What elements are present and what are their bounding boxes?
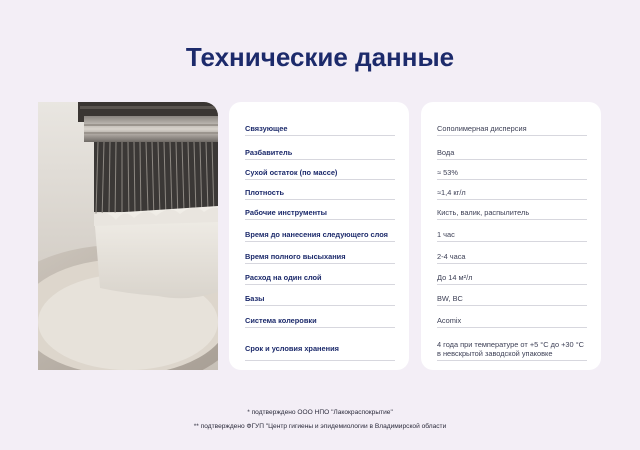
spec-value: 4 года при температуре от +5 °С до +30 °С в невскрытой заводской упаковке: [437, 340, 587, 361]
spec-label: Базы: [245, 294, 395, 306]
footnote-1: * подтверждено ООО НПО "Лакокраспокрытие": [247, 409, 393, 416]
spec-value: Вода: [437, 148, 587, 160]
spec-label: Система колеровки: [245, 316, 395, 328]
spec-value: Сополимерная дисперсия: [437, 124, 587, 136]
spec-value: ≈1,4 кг/л: [437, 188, 587, 200]
spec-value: 2-4 часа: [437, 252, 587, 264]
spec-value: Кисть, валик, распылитель: [437, 208, 587, 220]
spec-value: ≈ 53%: [437, 168, 587, 180]
page-title: Технические данные: [185, 42, 455, 72]
paint-brush-photo: [38, 102, 218, 370]
spec-label: Рабочие инструменты: [245, 208, 395, 220]
spec-label: Срок и условия хранения: [245, 340, 395, 361]
spec-label: Расход на один слой: [245, 273, 395, 285]
spec-label: Время до нанесения следующего слоя: [245, 230, 395, 242]
spec-values-card: [421, 102, 601, 370]
spec-value: 1 час: [437, 230, 587, 242]
footnote-2: ** подтверждено ФГУП "Центр гигиены и эпидемиологии в Владимирской области: [193, 423, 447, 430]
spec-value: Acomix: [437, 316, 587, 328]
spec-label: Время полного высыхания: [245, 252, 395, 264]
spec-label: Плотность: [245, 188, 395, 200]
spec-label: Сухой остаток (по массе): [245, 168, 395, 180]
spec-value: BW, BC: [437, 294, 587, 306]
spec-labels-card: [229, 102, 409, 370]
spec-label: Разбавитель: [245, 148, 395, 160]
spec-value: До 14 м²/л: [437, 273, 587, 285]
spec-label: Связующее: [245, 124, 395, 136]
